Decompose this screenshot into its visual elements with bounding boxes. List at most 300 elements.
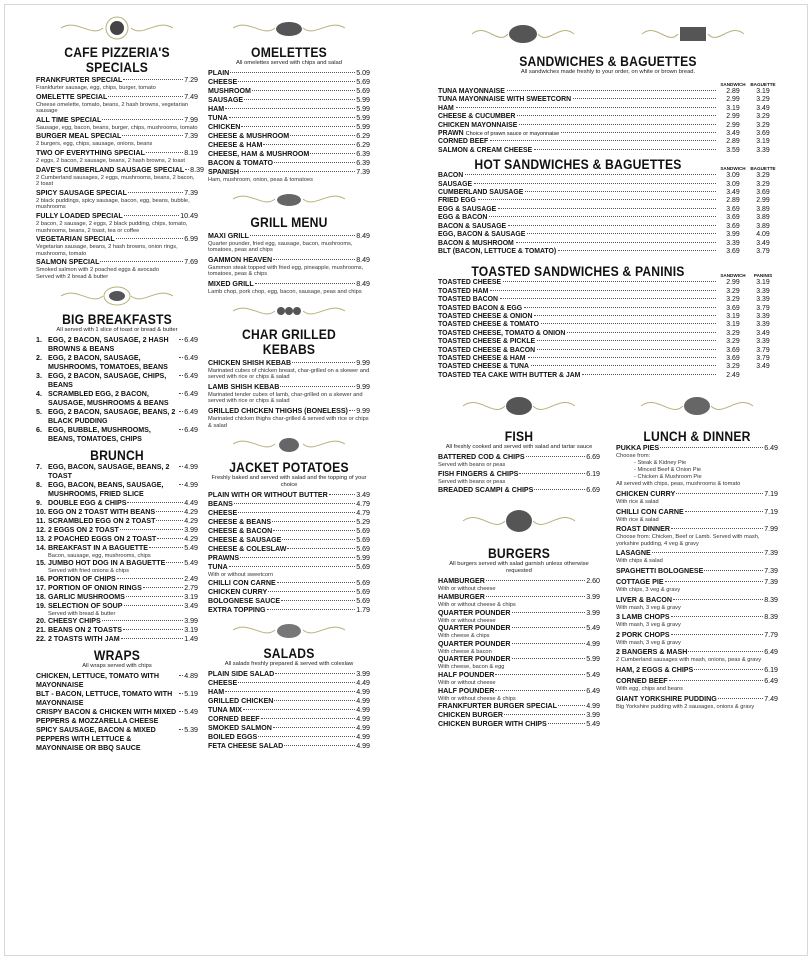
leader-dots bbox=[531, 365, 716, 366]
item-price: 7.29 bbox=[184, 76, 198, 84]
item-number: 7. bbox=[36, 462, 42, 471]
menu-item bbox=[36, 526, 198, 535]
sandwiches-section bbox=[438, 14, 778, 155]
hot-section bbox=[438, 157, 778, 256]
menu-item bbox=[438, 105, 778, 113]
item-price: 7.99 bbox=[184, 115, 198, 124]
menu-item bbox=[208, 563, 370, 579]
item-description: Marinated cubes of chicken breast, char-grilled on a skewer and served with rice or chips & salad bbox=[208, 367, 370, 381]
item-number: 9. bbox=[36, 498, 42, 507]
leader-dots bbox=[688, 651, 763, 652]
item-price-alt: 3.79 bbox=[756, 354, 770, 362]
item-price: 5.49 bbox=[586, 720, 600, 729]
item-number: 6. bbox=[36, 425, 42, 434]
leader-dots bbox=[573, 98, 716, 99]
menu-item bbox=[438, 355, 778, 363]
item-row bbox=[438, 702, 600, 711]
item-name: BACON bbox=[438, 172, 464, 180]
menu-item bbox=[208, 407, 370, 429]
menu-item bbox=[208, 105, 370, 114]
toasted-list bbox=[438, 279, 778, 380]
item-price-alt: 3.49 bbox=[756, 329, 770, 337]
item-name: GRILLED CHICKEN THIGHS (BONELESS) bbox=[208, 406, 348, 415]
menu-item bbox=[208, 150, 370, 159]
item-name: BEANS bbox=[208, 500, 233, 509]
menu-item bbox=[208, 96, 370, 105]
item-row bbox=[616, 666, 778, 675]
leader-dots bbox=[527, 233, 716, 234]
menu-item bbox=[438, 655, 600, 671]
leader-dots bbox=[273, 727, 355, 728]
leader-dots bbox=[671, 528, 763, 529]
section-title: GRILL MENU bbox=[250, 214, 328, 230]
menu-item bbox=[438, 486, 600, 495]
item-row bbox=[36, 626, 198, 635]
item-price: 5.69 bbox=[356, 587, 370, 596]
item-name: CHEESE & COLESLAW bbox=[208, 545, 287, 554]
leader-dots bbox=[652, 552, 764, 553]
menu-item bbox=[36, 535, 198, 544]
item-row bbox=[616, 695, 778, 704]
item-price: 4.99 bbox=[356, 732, 370, 741]
menu-item bbox=[208, 69, 370, 78]
item-row bbox=[36, 76, 198, 85]
fish-burgers-column bbox=[438, 386, 600, 729]
item-price: 9.99 bbox=[356, 382, 370, 391]
leader-dots bbox=[582, 374, 716, 375]
item-row bbox=[208, 78, 370, 87]
item-description: 2 bacon, 2 sausage, 2 eggs, 2 black pudding, chips, tomato, mushrooms, beans, 2 toast, tea or coffee bbox=[36, 220, 188, 234]
item-name: 2 POACHED EGGS ON 2 TOAST bbox=[48, 534, 157, 543]
leader-dots bbox=[519, 124, 716, 125]
omelettes-section bbox=[208, 14, 370, 184]
item-description: Quarter pounder, fried egg, sausage, bacon, mushrooms, tomatoes, peas and chips bbox=[208, 240, 353, 254]
leader-dots bbox=[123, 629, 183, 630]
column-header-sandwich: SANDWICH bbox=[720, 166, 746, 172]
item-price: 6.49 bbox=[184, 335, 198, 344]
item-name: CORNED BEEF bbox=[208, 714, 260, 723]
item-price-alt: 3.39 bbox=[756, 338, 770, 346]
item-name: CHEESE & HAM bbox=[208, 141, 263, 149]
item-name: SPANISH bbox=[208, 168, 240, 176]
item-price-alt: 3.19 bbox=[756, 88, 770, 95]
item-price: 6.19 bbox=[764, 665, 778, 674]
item-row bbox=[616, 648, 778, 657]
food-illustration-icon bbox=[57, 283, 177, 309]
item-price: 6.29 bbox=[356, 132, 370, 140]
menu-item bbox=[438, 172, 778, 180]
item-price: 5.99 bbox=[356, 123, 370, 131]
menu-item bbox=[438, 88, 778, 96]
item-name: HAM bbox=[208, 105, 225, 113]
menu-item bbox=[438, 593, 600, 609]
item-name: CHEESE & MUSHROOM bbox=[208, 132, 290, 140]
item-price: 5.49 bbox=[184, 559, 198, 568]
item-row bbox=[616, 613, 778, 622]
pie-option: - Chicken & Mushroom Pie bbox=[634, 474, 702, 481]
menu-item bbox=[438, 223, 778, 231]
menu-item bbox=[36, 132, 198, 148]
menu-item bbox=[36, 708, 198, 726]
item-price: 5.69 bbox=[356, 78, 370, 86]
item-description: With mash, 3 veg & gravy bbox=[616, 604, 681, 611]
item-price-sandwich: 3.29 bbox=[726, 329, 740, 337]
item-number: 17. bbox=[36, 583, 46, 592]
item-price: 6.39 bbox=[356, 159, 370, 167]
menu-item bbox=[36, 726, 198, 753]
item-price-alt: 3.89 bbox=[756, 222, 770, 230]
item-name: SPICY SAUSAGE SPECIAL bbox=[36, 188, 127, 197]
menu-item bbox=[36, 336, 198, 354]
section-title: SALADS bbox=[263, 645, 315, 661]
item-row bbox=[208, 554, 370, 563]
item-description: All served with chips, peas, mushrooms & tomato bbox=[616, 481, 741, 488]
breakfasts-section bbox=[36, 283, 198, 444]
column-header-paninis: PANINIS bbox=[753, 273, 773, 279]
item-price: 2.49 bbox=[184, 574, 198, 583]
item-name: LAMB SHISH KEBAB bbox=[208, 382, 280, 391]
item-row bbox=[36, 593, 198, 602]
item-price: 6.49 bbox=[586, 686, 600, 695]
item-row bbox=[208, 509, 370, 518]
item-description: With or without cheese bbox=[438, 617, 496, 624]
item-number: 18. bbox=[36, 592, 46, 601]
menu-item bbox=[36, 354, 198, 372]
item-row bbox=[36, 390, 198, 408]
item-price-sandwich: 3.39 bbox=[726, 239, 740, 247]
item-price: 8.39 bbox=[764, 595, 778, 604]
item-row bbox=[438, 624, 600, 633]
leader-dots bbox=[116, 238, 183, 239]
item-price: 5.29 bbox=[356, 518, 370, 527]
menu-item bbox=[208, 688, 370, 697]
item-description: Marinated tender cubes of lamb, char-grilled on a skewer and served with rice or chips & salad bbox=[208, 391, 363, 405]
item-description: With or without cheese & chips bbox=[438, 695, 516, 702]
leader-dots bbox=[166, 562, 183, 563]
item-number: 20. bbox=[36, 617, 46, 626]
menu-item bbox=[438, 347, 778, 355]
leader-dots bbox=[519, 473, 585, 474]
item-name: SCRAMBLED EGG, 2 BACON, SAUSAGE, MUSHROOMS & BEANS bbox=[48, 389, 169, 407]
leader-dots bbox=[255, 283, 355, 284]
item-price-sandwich: 3.19 bbox=[726, 321, 740, 329]
item-description: With cheese, bacon & egg bbox=[438, 664, 505, 671]
menu-item bbox=[438, 288, 778, 296]
leader-dots bbox=[685, 511, 763, 512]
item-description: Lamb chop, pork chop, egg, bacon, sausage, peas and chips bbox=[208, 288, 362, 295]
leader-dots bbox=[258, 736, 355, 737]
item-row bbox=[208, 150, 370, 159]
item-name: BATTERED COD & CHIPS bbox=[438, 453, 525, 462]
item-row bbox=[438, 577, 600, 586]
item-row bbox=[36, 499, 198, 508]
item-name: EGG ON 2 TOAST WITH BEANS bbox=[48, 507, 156, 516]
item-name: TOASTED HAM bbox=[438, 287, 489, 295]
item-price-sandwich: 2.99 bbox=[726, 279, 740, 287]
item-row bbox=[36, 235, 198, 244]
menu-item bbox=[208, 159, 370, 168]
item-price: 4.99 bbox=[356, 741, 370, 750]
item-description: With mash, 3 veg & gravy bbox=[616, 622, 681, 629]
item-price-sandwich: 3.49 bbox=[726, 189, 740, 197]
item-row bbox=[208, 724, 370, 733]
item-row bbox=[208, 563, 370, 572]
item-price-sandwich: 3.29 bbox=[726, 338, 740, 346]
item-row bbox=[438, 655, 600, 664]
item-name: BACON & MUSHROOM bbox=[438, 239, 514, 247]
grill-section bbox=[208, 186, 370, 296]
item-description: 2 Cumberland sausages with mash, onions, peas & gravy bbox=[616, 657, 762, 664]
item-name: CUMBERLAND SAUSAGE bbox=[438, 189, 524, 197]
menu-item bbox=[616, 677, 778, 693]
item-row bbox=[616, 549, 778, 558]
section-subtitle: All freshly cooked and served with salad and tartar sauce bbox=[445, 444, 593, 451]
item-name: HALF POUNDER bbox=[438, 686, 495, 695]
item-row bbox=[36, 149, 198, 158]
leader-dots bbox=[179, 339, 183, 340]
item-row bbox=[438, 711, 600, 720]
menu-item bbox=[36, 626, 198, 635]
menu-item bbox=[616, 666, 778, 675]
item-row bbox=[616, 596, 778, 605]
kebabs-section bbox=[208, 298, 370, 430]
item-row bbox=[36, 408, 198, 426]
pie-option: - Minced Beef & Onion Pie bbox=[634, 466, 702, 473]
menu-item bbox=[208, 123, 370, 132]
item-price: 8.49 bbox=[356, 231, 370, 240]
leader-dots bbox=[274, 162, 355, 163]
menu-item bbox=[36, 584, 198, 593]
menu-item bbox=[438, 197, 778, 205]
leader-dots bbox=[512, 627, 586, 628]
item-price: 5.69 bbox=[356, 536, 370, 545]
item-row bbox=[616, 567, 778, 576]
item-name: 2 TOASTS WITH JAM bbox=[48, 635, 120, 644]
leader-dots bbox=[268, 591, 355, 592]
item-row bbox=[36, 189, 198, 198]
item-description: Vegetarian sausage, beans, 2 hash browns, onion rings, mushrooms, tomato bbox=[36, 244, 178, 257]
item-price: 6.49 bbox=[764, 676, 778, 685]
leader-dots bbox=[238, 682, 355, 683]
menu-item bbox=[36, 508, 198, 517]
item-row bbox=[36, 508, 198, 517]
menu-item bbox=[36, 593, 198, 602]
leader-dots bbox=[179, 466, 183, 467]
leader-dots bbox=[561, 132, 716, 133]
item-name: GARLIC MUSHROOMS bbox=[48, 592, 125, 601]
leader-dots bbox=[229, 566, 355, 567]
leader-dots bbox=[120, 529, 183, 530]
item-name: EGG, 2 BACON, SAUSAGE, MUSHROOMS, TOMATOES, BEANS bbox=[48, 353, 168, 371]
item-row bbox=[208, 407, 370, 416]
item-row bbox=[208, 114, 370, 123]
item-row bbox=[616, 508, 778, 517]
item-price: 9.99 bbox=[356, 358, 370, 367]
item-row bbox=[208, 733, 370, 742]
item-row bbox=[36, 708, 198, 726]
item-name: 2 PORK CHOPS bbox=[616, 630, 670, 639]
item-price-sandwich: 2.99 bbox=[726, 121, 740, 129]
leader-dots bbox=[238, 512, 355, 513]
menu-item bbox=[616, 444, 778, 488]
menu-item bbox=[208, 383, 370, 405]
item-name: QUARTER POUNDER bbox=[438, 655, 511, 664]
menu-item bbox=[208, 606, 370, 615]
item-name: GAMMON HEAVEN bbox=[208, 255, 273, 264]
item-price-sandwich: 3.69 bbox=[726, 346, 740, 354]
leader-dots bbox=[102, 620, 183, 621]
item-description: Frankfurter sausage, egg, chips, burger, tomato bbox=[36, 85, 156, 91]
item-row bbox=[36, 635, 198, 644]
menu-item bbox=[208, 509, 370, 518]
item-row bbox=[208, 232, 370, 241]
leader-dots bbox=[117, 578, 183, 579]
menu-item bbox=[36, 426, 198, 444]
item-row bbox=[438, 640, 600, 649]
item-name: TUNA MIX bbox=[208, 705, 243, 714]
item-row bbox=[208, 679, 370, 688]
menu-item bbox=[208, 579, 370, 588]
item-name: CHICKEN CURRY bbox=[616, 489, 676, 498]
leader-dots bbox=[185, 169, 189, 170]
leader-dots bbox=[537, 340, 716, 341]
column-right bbox=[438, 14, 778, 729]
leader-dots bbox=[534, 489, 585, 490]
item-price: 5.39 bbox=[184, 726, 198, 735]
menu-item bbox=[36, 559, 198, 575]
item-row bbox=[616, 490, 778, 499]
item-price: 5.49 bbox=[184, 543, 198, 552]
item-description: With chips, 3 veg & gravy bbox=[616, 586, 681, 593]
item-name: CHEESE bbox=[208, 78, 238, 86]
item-description: With cheese & chips bbox=[438, 633, 490, 640]
item-row bbox=[36, 93, 198, 102]
food-illustration-icon bbox=[229, 186, 349, 212]
menu-item bbox=[438, 687, 600, 703]
item-description: 2 Cumberland sausages, 2 eggs, mushrooms, beans, 2 bacon, 2 toast bbox=[36, 174, 195, 188]
item-price: 3.99 bbox=[184, 525, 198, 534]
item-price: 3.99 bbox=[586, 711, 600, 720]
item-name: TOASTED CHEESE bbox=[438, 279, 502, 287]
leader-dots bbox=[329, 494, 355, 495]
item-name: SPAGHETTI BOLOGNESE bbox=[616, 566, 704, 575]
item-description: Served with beans or peas bbox=[438, 478, 506, 485]
leader-dots bbox=[671, 616, 764, 617]
item-row bbox=[36, 481, 198, 499]
section-title: HOT SANDWICHES & BAGUETTES bbox=[474, 157, 682, 173]
item-name: TOASTED BACON bbox=[438, 296, 498, 304]
column-left bbox=[36, 14, 204, 755]
item-row bbox=[36, 584, 198, 593]
menu-item bbox=[36, 463, 198, 481]
item-name: EGG & SAUSAGE bbox=[438, 205, 497, 213]
item-price: 3.49 bbox=[184, 601, 198, 610]
item-price: 8.49 bbox=[356, 255, 370, 264]
item-name: QUARTER POUNDER bbox=[438, 624, 511, 633]
item-name: PORTION OF ONION RINGS bbox=[48, 583, 142, 592]
item-price: 7.49 bbox=[764, 694, 778, 703]
menu-item bbox=[208, 141, 370, 150]
section-title: BRUNCH bbox=[90, 447, 144, 463]
item-name: PRAWNS bbox=[208, 554, 240, 563]
item-price: 5.69 bbox=[356, 596, 370, 605]
item-price: 3.99 bbox=[356, 669, 370, 678]
leader-dots bbox=[273, 530, 355, 531]
menu-item bbox=[36, 575, 198, 584]
item-name: 3 LAMB CHOPS bbox=[616, 613, 670, 622]
leader-dots bbox=[507, 90, 716, 91]
item-row bbox=[36, 526, 198, 535]
item-row bbox=[36, 463, 198, 481]
leader-dots bbox=[179, 411, 183, 412]
menu-item bbox=[438, 711, 600, 720]
item-description: Big Yorkshire pudding with 2 sausages, onions & gravy bbox=[616, 703, 755, 710]
item-price: 3.99 bbox=[586, 608, 600, 617]
leader-dots bbox=[124, 605, 184, 606]
item-number: 4. bbox=[36, 389, 42, 398]
item-name: BLT - BACON, LETTUCE, TOMATO WITH MAYONNAISE bbox=[36, 690, 173, 708]
item-price-sandwich: 3.49 bbox=[726, 130, 740, 138]
menu-item bbox=[616, 613, 778, 629]
item-note: Choice of prawn sauce or mayonnaise bbox=[465, 131, 560, 138]
breakfasts-list bbox=[36, 336, 198, 444]
menu-item bbox=[616, 490, 778, 506]
menu-item bbox=[36, 189, 198, 211]
item-row bbox=[208, 168, 370, 177]
section-title: CAFE PIZZERIA'S SPECIALS bbox=[64, 45, 170, 75]
leader-dots bbox=[244, 99, 355, 100]
item-price-alt: 3.39 bbox=[756, 296, 770, 304]
item-price: 6.29 bbox=[356, 141, 370, 149]
item-name: VEGETARIAN SPECIAL bbox=[36, 235, 115, 244]
item-price: 6.19 bbox=[586, 469, 600, 478]
item-price-sandwich: 2.99 bbox=[726, 96, 740, 104]
item-row bbox=[36, 116, 198, 125]
item-price: 5.99 bbox=[356, 105, 370, 113]
item-number: 8. bbox=[36, 480, 42, 489]
item-name: CHEESE, HAM & MUSHROOM bbox=[208, 150, 310, 158]
item-name: CHICKEN SHISH KEBAB bbox=[208, 358, 292, 367]
item-price: 7.39 bbox=[764, 549, 778, 558]
item-price: 10.49 bbox=[180, 211, 198, 220]
menu-item bbox=[438, 214, 778, 222]
menu-item bbox=[438, 113, 778, 121]
menu-item bbox=[438, 138, 778, 146]
item-price: 5.99 bbox=[356, 554, 370, 563]
item-row bbox=[208, 123, 370, 132]
item-name: EGG & BACON bbox=[438, 214, 488, 222]
jacket-section bbox=[208, 431, 370, 615]
menu-item bbox=[208, 724, 370, 733]
item-row bbox=[36, 372, 198, 390]
item-price: 5.49 bbox=[586, 670, 600, 679]
menu-item bbox=[208, 706, 370, 715]
item-number: 21. bbox=[36, 626, 46, 635]
item-name: CRISPY BACON & CHICKEN WITH MIXED PEPPERS & MOZZARELLA CHEESE bbox=[36, 708, 177, 726]
item-price: 7.39 bbox=[184, 132, 198, 141]
menu-item bbox=[208, 597, 370, 606]
menu-item bbox=[438, 305, 778, 313]
menu-item bbox=[616, 525, 778, 547]
leader-dots bbox=[179, 729, 183, 730]
item-price-alt: 3.49 bbox=[756, 104, 770, 112]
item-row bbox=[208, 536, 370, 545]
item-price-sandwich: 3.19 bbox=[726, 104, 740, 112]
item-row bbox=[616, 525, 778, 534]
section-title: FISH bbox=[504, 429, 534, 445]
item-name: TOASTED CHEESE & TUNA bbox=[438, 363, 529, 371]
leader-dots bbox=[541, 323, 716, 324]
